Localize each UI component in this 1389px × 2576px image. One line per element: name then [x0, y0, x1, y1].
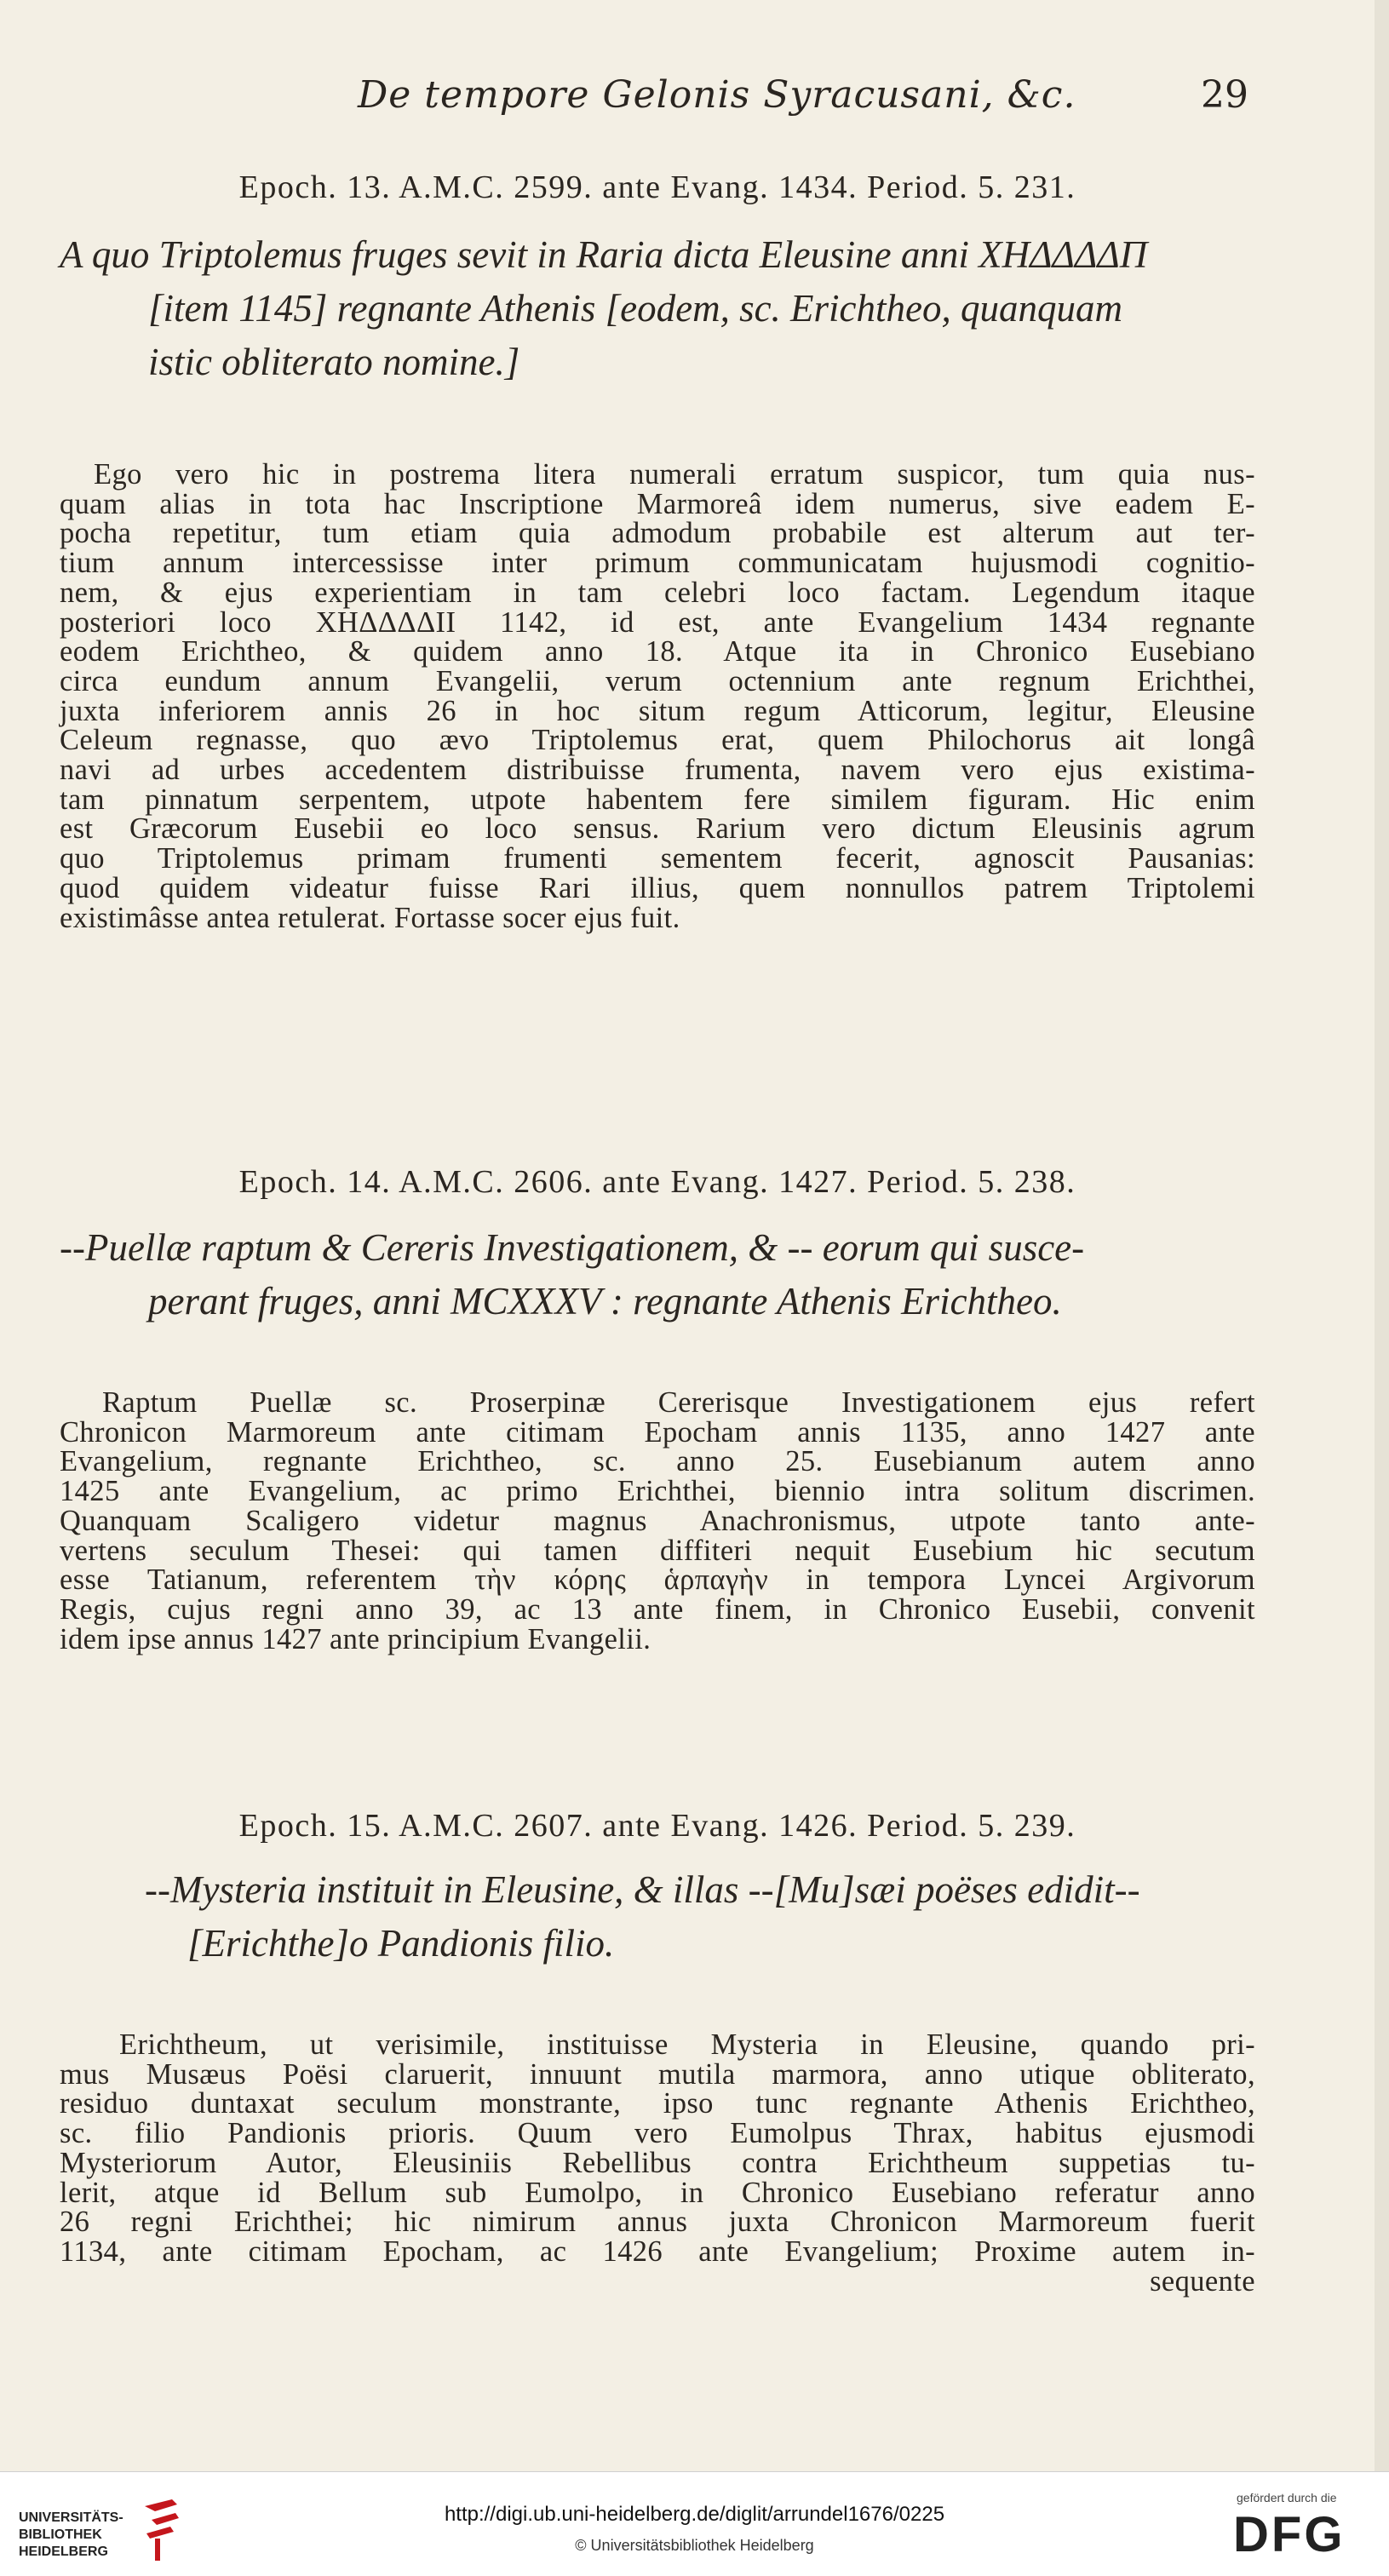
- text-line: Celeum regnasse, quo ævo Triptolemus erat, quem Philochorus ait longâ: [60, 724, 1255, 757]
- text-line: eodem Erichtheo, & quidem anno 18. Atque ita in Chronico Eusebiano: [60, 635, 1255, 668]
- text-line: juxta inferiorem annis 26 in hoc situm regum Atticorum, legitur, Eleusine: [60, 694, 1255, 727]
- commentary-paragraph-13: [60, 460, 1255, 932]
- text-line: navi ad urbes accedentem distribuisse frumenta, navem vero ejus existima-: [60, 754, 1255, 787]
- text-line: Erichtheum, ut verisimile, instituisse Mysteria in Eleusine, quando pri-: [119, 2028, 1255, 2061]
- text-line: Regis, cujus regni anno 39, ac 13 ante finem, in Chronico Eusebii, convenit: [60, 1592, 1255, 1626]
- library-name: UNIVERSITÄTS- BIBLIOTHEK HEIDELBERG: [19, 2510, 123, 2559]
- text-line: quod quidem videatur fuisse Rari illius, quem nonnullos patrem Triptolemi: [60, 871, 1255, 904]
- text-line: Mysteriorum Autor, Eleusiniis Rebellibus contra Erichtheum suppetias tu-: [60, 2146, 1255, 2179]
- text-line: existimâsse antea retulerat. Fortasse socer ejus fuit.: [60, 901, 680, 934]
- commentary-paragraph-14: [60, 1388, 1255, 1654]
- dfg-caption: gefördert durch die: [1237, 2491, 1337, 2504]
- inscription-line: A quo Triptolemus fruges sevit in Raria dicta Eleusine anni ΧΗΔΔΔΔΠ: [60, 233, 1148, 276]
- text-line: Quanquam Scaligero videtur magnus Anachronismus, utpote tanto ante-: [60, 1504, 1255, 1537]
- viewer-footer: [0, 2471, 1389, 2576]
- text-line: 26 regni Erichthei; hic nimirum annus juxta Chronicon Marmoreum fuerit: [60, 2206, 1255, 2239]
- page-number: 29: [1201, 73, 1248, 117]
- text-line: posteriori loco ΧΗΔΔΔΔΙΙ 1142, id est, ante Evangelium 1434 regnante: [60, 605, 1255, 639]
- text-line: circa eundum annum Evangelii, verum octennium ante regnum Erichthei,: [60, 664, 1255, 697]
- inscription-line: perant fruges, anni MCXXXV : regnante Athenis Erichtheo.: [148, 1280, 1062, 1322]
- dfg-wordmark: DFG: [1233, 2507, 1346, 2562]
- text-line: sc. filio Pandionis prioris. Quum vero Eumolpus Thrax, habitus ejusmodi: [60, 2117, 1255, 2150]
- epoch-heading-14: Epoch. 14. A.M.C. 2606. ante Evang. 1427. Period. 5. 238.: [238, 1164, 1076, 1200]
- text-line: esse Tatianum, referentem τὴν κόρης ἁρπαγὴν in tempora Lyncei Argivorum: [60, 1563, 1255, 1597]
- epoch-heading-15: Epoch. 15. A.M.C. 2607. ante Evang. 1426. Period. 5. 239.: [238, 1808, 1076, 1844]
- dfg-logo[interactable]: [1233, 2491, 1369, 2567]
- running-title: De tempore Gelonis Syracusani, &c.: [358, 73, 1076, 117]
- text-line: quam alias in tota hac Inscriptione Marmoreâ idem numerus, sive eadem E-: [60, 487, 1255, 520]
- inscription-13: [60, 228, 1255, 389]
- permalink[interactable]: http://digi.ub.uni-heidelberg.de/diglit/arrundel1676/0225: [444, 2503, 945, 2526]
- page-edge: [1375, 0, 1389, 2471]
- text-line: Evangelium, regnante Erichtheo, sc. anno 25. Eusebianum autem anno: [60, 1445, 1255, 1478]
- inscription-14: [60, 1221, 1255, 1328]
- page-header: [0, 73, 1375, 133]
- text-line: nem, & ejus experientiam in tam celebri loco factam. Legendum itaque: [60, 576, 1255, 609]
- commentary-paragraph-15: [60, 2030, 1255, 2296]
- text-line: Raptum Puellæ sc. Proserpinæ Cererisque Investigationem ejus refert: [102, 1386, 1255, 1419]
- text-line: quo Triptolemus primam frumenti sementem fecerit, agnoscit Pausanias:: [60, 842, 1255, 875]
- text-line: lerit, atque id Bellum sub Eumolpo, in Chronico Eusebiano referatur anno: [60, 2176, 1255, 2209]
- inscription-line: [item 1145] regnante Athenis [eodem, sc. Erichtheo, quanquam: [148, 287, 1123, 330]
- text-line: tam pinnatum serpentem, utpote habentem fere similem figuram. Hic enim: [60, 783, 1255, 816]
- inscription-line: [Erichthe]o Pandionis filio.: [187, 1922, 615, 1965]
- text-line: residuo duntaxat seculum monstrante, ipso tunc regnante Athenis Erichtheo,: [60, 2087, 1255, 2120]
- text-line: vertens seculum Thesei: qui tamen diffiteri nequit Eusebium hic secutum: [60, 1534, 1255, 1567]
- inscription-line: istic obliterato nomine.]: [148, 341, 520, 383]
- text-line: mus Musæus Poësi claruerit, innuunt mutila marmora, anno utique obliterato,: [60, 2057, 1255, 2091]
- text-line: 1134, ante citimam Epocham, ac 1426 ante Evangelium; Proxime autem in-: [60, 2235, 1255, 2268]
- inscription-line: --Mysteria instituit in Eleusine, & illas --[Mu]sæi poëses edidit--: [145, 1868, 1140, 1911]
- inscription-line: --Puellæ raptum & Cereris Investigationem, & -- eorum qui susce-: [60, 1226, 1085, 1269]
- catchword: sequente: [1150, 2264, 1255, 2298]
- text-line: Ego vero hic in postrema litera numerali erratum suspicor, tum quia nus-: [94, 458, 1255, 491]
- epoch-heading-13: Epoch. 13. A.M.C. 2599. ante Evang. 1434. Period. 5. 231.: [238, 169, 1076, 205]
- text-line: 1425 ante Evangelium, ac primo Erichthei, biennio intra solitum discrimen.: [60, 1475, 1255, 1508]
- copyright-notice: © Universitätsbibliothek Heidelberg: [575, 2537, 814, 2554]
- text-line: pocha repetitur, tum etiam quia admodum probabile est alterum aut ter-: [60, 517, 1255, 550]
- text-line: tium annum intercessisse inter primum communicatam hujusmodi cognitio-: [60, 547, 1255, 580]
- text-line: idem ipse annus 1427 ante principium Evangelii.: [60, 1622, 651, 1655]
- text-line: est Græcorum Eusebii eo loco sensus. Rarium vero dictum Eleusinis agrum: [60, 812, 1255, 846]
- inscription-15: [60, 1863, 1255, 1971]
- text-line: Chronicon Marmoreum ante citimam Epocham annis 1135, anno 1427 ante: [60, 1415, 1255, 1449]
